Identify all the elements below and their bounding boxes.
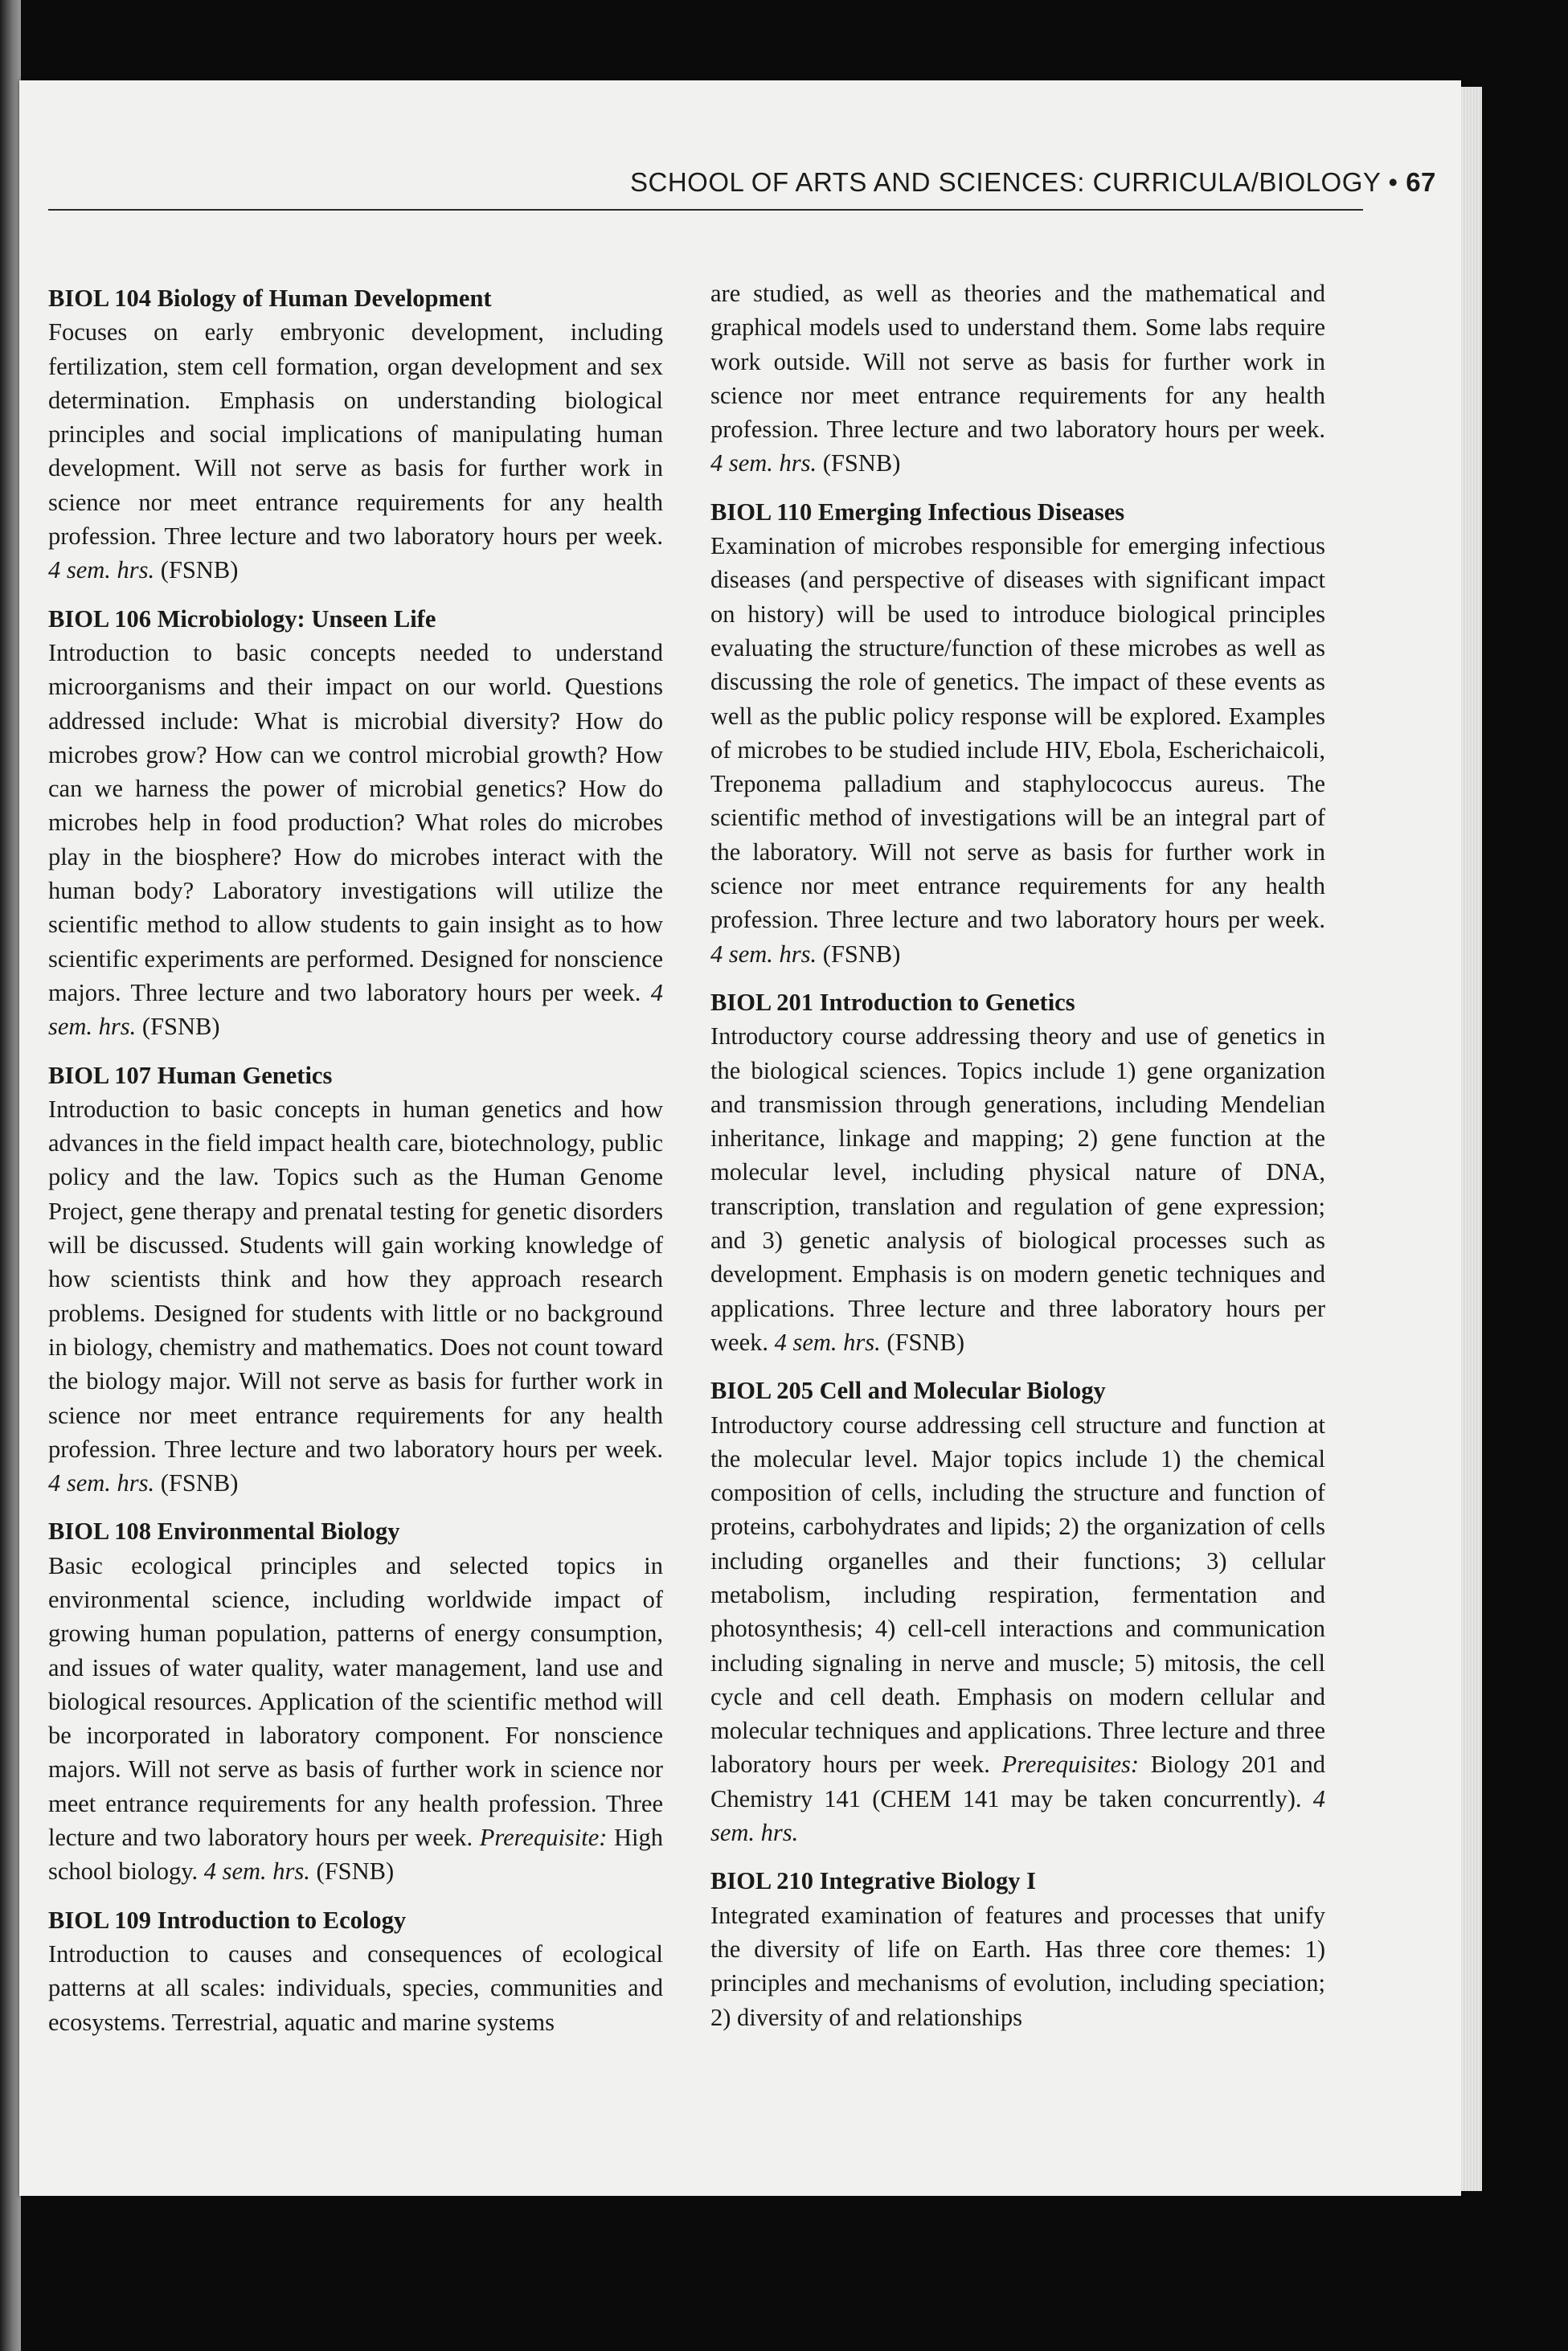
course-description: Introduction to basic concepts needed to understand microorganisms and their impact on our world. Questions addressed include: What is microbial diversity? How do microbes grow? How can we control microbial growth? How can we harness the power of microbial genetics? How do microbes help in food production? What roles do microbes play in the biosphere? How do microbes interact with the human body? Laboratory investigations will utilize the scientific method to allow students to gain insight as to how scientific experiments are performed. Designed for nonscience majors. Three lecture and two laboratory hours per week. 4 sem. hrs. (FSNB) [48,638,664,1041]
course-entry-biol-107 [48,1059,663,1501]
course-tag: (FSNB) [316,1857,395,1886]
course-credits: 4 sem. hrs. [710,1784,1326,1847]
catalog-page [19,80,1461,2196]
course-title: BIOL 201 Introduction to Genetics [710,988,1075,1016]
header-rule [48,209,1363,211]
course-title: BIOL 210 Integrative Biology I [710,1867,1036,1895]
course-entry-biol-210 [710,1864,1325,2034]
course-tag: (FSNB) [160,556,239,584]
course-prerequisite: High school biology. [48,1824,664,1886]
course-description: Integrated examination of features and processes that unify the diversity of life on Earth. Has three core themes: 1) principles and mechanisms of evolution, including speciation; 2) diversity of and relationships [710,1901,1325,2031]
course-credits: 4 sem. hrs. [48,556,155,584]
course-tag: (FSNB) [886,1328,965,1356]
left-background-strip [0,0,21,2351]
course-credits: 4 sem. hrs. [710,940,817,968]
course-title: BIOL 109 Introduction to Ecology [48,1906,407,1934]
course-entry-biol-201 [710,985,1325,1359]
course-tag: (FSNB) [141,1013,220,1041]
right-column [710,276,1325,2049]
course-credits: 4 sem. hrs. [48,1469,155,1497]
course-description: Basic ecological principles and selected topics in environmental science, including worldwide impact of growing human population, patterns of energy consumption, and issues of water quality, water management, land use and biological resources. Application of the scientific method will be incorporated in laboratory component. For nonscience majors. Will not serve as basis of further work in science nor meet entrance requirements for any health profession. Three lecture and two laboratory hours per week. Prerequisite: High school biology. 4 sem. hrs. (FSNB) [48,1551,664,1886]
page-number: 67 [1406,167,1436,197]
course-tag: (FSNB) [160,1469,239,1497]
course-title: BIOL 104 Biology of Human Development [48,285,492,312]
course-tag: (FSNB) [822,940,901,968]
running-title: SCHOOL OF ARTS AND SCIENCES: CURRICULA/BIOLOGY [630,167,1381,197]
course-credits: 4 sem. hrs. [203,1857,310,1886]
course-description: Introductory course addressing theory and use of genetics in the biological sciences. Topics include 1) gene organization and transmission through generations, including Mendelian inheritance, linkage and mapping; 2) gene function at the molecular level, including physical nature of DNA, transcription, translation and regulation of gene expression; and 3) genetic analysis of biological processes such as development. Emphasis is on modern genetic techniques and applications. Three lecture and three laboratory hours per week. 4 sem. hrs. (FSNB) [710,1022,1325,1356]
course-description: Focuses on early embryonic development, including fertilization, stem cell formation, organ development and sex determination. Emphasis on understanding biological principles and social implications of manipulating human development. Will not serve as basis for further work in science nor meet entrance requirements for any health profession. Three lecture and two laboratory hours per week. 4 sem. hrs. (FSNB) [48,318,663,584]
course-description: Introduction to causes and consequences of ecological patterns at all scales: individuals, species, communities and ecosystems. Terrestrial, aquatic and marine systems [48,1939,663,2036]
course-title: BIOL 106 Microbiology: Unseen Life [48,604,436,633]
course-credits: 4 sem. hrs. [48,978,664,1041]
course-title: BIOL 107 Human Genetics [48,1061,333,1089]
course-prerequisite-label: Prerequisites: [1001,1751,1140,1779]
course-tag: (FSNB) [822,449,901,477]
course-title: BIOL 110 Emerging Infectious Diseases [710,498,1125,526]
course-description-continued: are studied, as well as theories and the mathematical and graphical models used to understand them. Some labs require work outside. Will not serve as basis for further work in science nor meet entrance requirements for any health profession. Three lecture and two laboratory hours per week. 4 sem. hrs. (FSNB) [710,280,1325,477]
course-title: BIOL 108 Environmental Biology [48,1518,400,1546]
course-description: Introduction to basic concepts in human genetics and how advances in the field impact health care, biotechnology, public policy and the law. Topics such as the Human Genome Project, gene therapy and prenatal testing for genetic disorders will be discussed. Students will gain working knowledge of how scientists think and how they approach research problems. Designed for students with little or no background in biology, chemistry and mathematics. Does not count toward the biology major. Will not serve as basis for further work in science nor meet entrance requirements for any health profession. Three lecture and two laboratory hours per week. 4 sem. hrs. (FSNB) [48,1095,663,1497]
running-header [630,167,1436,198]
course-title: BIOL 205 Cell and Molecular Biology [710,1377,1106,1405]
page-stack-edge [1461,87,1482,2191]
course-credits: 4 sem. hrs. [774,1328,881,1356]
course-prerequisite: Biology 201 and Chemistry 141 (CHEM 141 may be taken concurrently). [710,1751,1325,1812]
course-prerequisite-label: Prerequisite: [479,1824,608,1852]
course-entry-biol-110 [710,495,1325,971]
course-description: Introductory course addressing cell structure and function at the molecular level. Major topics include 1) the chemical composition of cells, including the structure and function of proteins, carbohydrates and lipids; 2) the organization of cells including organelles and their functions; 3) cellular metabolism, including respiration, fermentation and photosynthesis; 4) cell-cell interactions and communication including signaling in nerve and muscle; 5) mitosis, the cell cycle and cell death. Emphasis on modern cellular and molecular techniques and applications. Three lecture and three laboratory hours per week. Prerequisites: Biology 201 and Chemistry 141 (CHEM 141 may be taken concurrently). 4 sem. hrs. [710,1411,1326,1847]
course-credits: 4 sem. hrs. [710,449,817,477]
course-entry-biol-205 [710,1374,1325,1849]
course-entry-biol-106 [48,602,663,1044]
course-entry-biol-108 [48,1514,663,1888]
left-column [48,281,663,2054]
course-description: Examination of microbes responsible for emerging infectious diseases (and perspective of diseases with significant impact on history) will be used to introduce biological principles evaluating the structure/function of these microbes as well as discussing the role of genetics. The impact of these events as well as the public policy response will be explored. Examples of microbes to be studied include HIV, Ebola, Escherichaicoli, Treponema palladium and staphylococcus aureus. The scientific method of investigations will be an integral part of the laboratory. Will not serve as basis for further work in science nor meet entrance requirements for any health profession. Three lecture and two laboratory hours per week. 4 sem. hrs. (FSNB) [710,532,1325,968]
course-entry-biol-109 [48,1903,663,2039]
header-separator: • [1388,167,1398,197]
course-entry-biol-104 [48,281,663,588]
